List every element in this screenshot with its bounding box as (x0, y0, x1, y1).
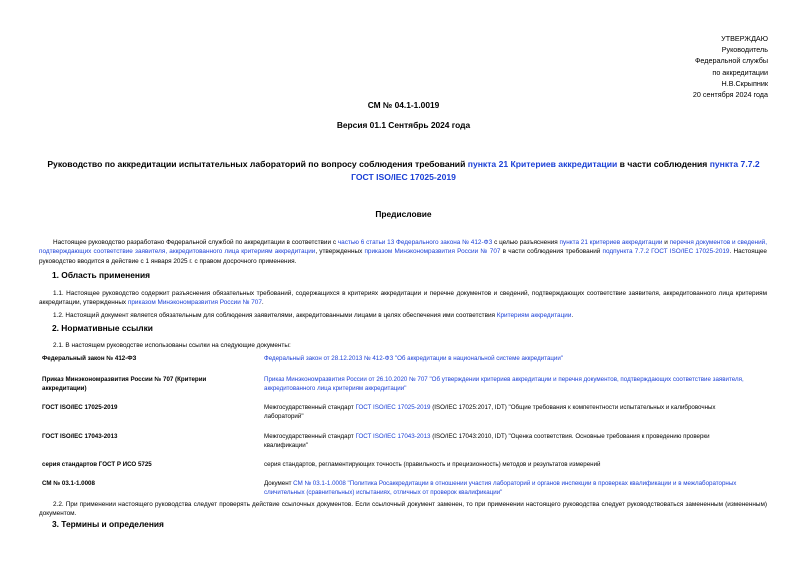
text: . (571, 312, 574, 319)
reference-description (264, 403, 747, 421)
title-link[interactable]: пункта 21 Критериев аккредитации (467, 159, 618, 169)
criteria-link[interactable]: пункта 21 критериев аккредитации (559, 239, 663, 246)
reference-name: ГОСТ ISO/IEC 17025-2019 (42, 404, 118, 411)
title-text: Руководство по аккредитации испытательных лабораторий по вопросу соблюдения требований (47, 159, 468, 169)
reference-name: Приказ Минэкономразвития России № 707 (Критерии аккредитации) (42, 376, 207, 392)
preface-heading: Предисловие (375, 209, 432, 219)
reference-description (264, 354, 747, 363)
text: . (261, 299, 264, 307)
approval-line: Руководитель (721, 45, 768, 55)
text: . Настоящее руководство вводится в действие с 1 января 2025 г. с правом досрочного применения. (39, 248, 767, 265)
reference-name: серия стандартов ГОСТ Р ИСО 5725 (42, 461, 152, 468)
reference-link[interactable]: СМ № 03.1-1.0008 "Политика Росаккредитации в отношении участия лабораторий и органов инспекции в проверках квалификации и в межлабораторных сличительных (сравнительных) испытаниях, отличных от проверок квалификации" (264, 480, 737, 496)
paragraph-1-2 (39, 311, 767, 320)
section-3-heading: 3. Термины и определения (52, 519, 164, 529)
reference-link[interactable]: ГОСТ ISO/IEC 17025-2019 (355, 404, 431, 411)
documents-list-link[interactable]: перечня документов и сведений, подтверждающих соответствие заявителя, аккредитованного лица критериям аккредитации (39, 239, 768, 256)
approval-line: 20 сентября 2024 года (692, 90, 768, 100)
law-link[interactable]: частью 6 статьи 13 Федерального закона № 412-ФЗ (337, 239, 493, 246)
paragraph-1-1 (39, 289, 767, 308)
paragraph-2-2: 2.2. При применении настоящего руководства следует проверять действие ссылочных документов. Если ссылочный документ заменен, то при применении настоящего руководства следует руководствоваться замененным (измененным) документом. (39, 501, 767, 518)
text: серия стандартов, регламентирующих точность (правильность и прецизионность) методов и результатов измерений (264, 461, 601, 468)
text: (ISO/IEC 17043:2010, IDT) "Оценка соответствия. Основные требования к проведению проверки квалификации" (264, 433, 710, 449)
text: с целью разъяснения (492, 239, 560, 246)
text: Межгосударственный стандарт (264, 404, 356, 411)
reference-name: СМ № 03.1-1.0008 (42, 480, 95, 487)
text: 1.2. Настоящий документ является обязательным для соблюдения заявителями, аккредитованными лицами в целях обеспечения ими соответствия (53, 312, 497, 319)
text: Настоящее руководство разработано Федеральной службой по аккредитации в соответствии с (53, 239, 338, 246)
section-1-heading: 1. Область применения (52, 270, 150, 280)
approval-line: Н.В.Скрыпник (721, 78, 768, 88)
approval-line: УТВЕРЖДАЮ (721, 34, 768, 43)
approval-line: Федеральной службы (694, 56, 768, 66)
text: (ISO/IEC 17025:2017, IDT) "Общие требования к компетентности испытательных и калибровочных лабораторий" (264, 404, 716, 420)
reference-link[interactable]: ГОСТ ISO/IEC 17043-2013 (355, 433, 431, 440)
text: , утвержденных (315, 248, 365, 256)
reference-name: Федеральный закон № 412-ФЗ (42, 355, 137, 362)
reference-name: ГОСТ ISO/IEC 17043-2013 (42, 433, 118, 440)
title-text: в части соблюдения (617, 159, 710, 169)
text: Документ (264, 480, 294, 487)
text: 1.1. Настоящее руководство содержит разъяснения обязательных требований, содержащихся в критериях аккредитации и перечне документов и сведений, подтверждающих соответствие заявителя, аккредитованного лица критериям аккредитации, утвержденных (39, 290, 767, 307)
reference-description (264, 460, 747, 469)
reference-description (264, 432, 747, 450)
reference-link[interactable]: Приказ Минэкономразвития России от 26.10.2020 № 707 "Об утверждении критериев аккредитации и перечня документов, подтверждающих соответствие заявителя, аккредитованного лица критериям аккредитации" (264, 376, 744, 392)
order-link[interactable]: приказом Минэкономразвития России № 707 (364, 248, 501, 256)
title-link[interactable]: пункта 7.7.2 ГОСТ ISO/IEC 17025-2019 (351, 159, 760, 182)
order-link[interactable]: приказом Минэкономразвития России № 707 (127, 299, 262, 307)
paragraph-2-1: 2.1. В настоящем руководстве использованы ссылки на следующие документы: (53, 342, 291, 349)
approval-block (693, 33, 768, 100)
text: и (662, 239, 670, 246)
document-version: Версия 01.1 Сентябрь 2024 года (336, 120, 471, 130)
gost-link[interactable]: подпункта 7.7.2 ГОСТ ISO/IEC 17025-2019 (602, 248, 730, 256)
reference-link[interactable]: Федеральный закон от 28.12.2013 № 412-ФЗ "Об аккредитации в национальной системе аккредитации" (264, 355, 564, 362)
reference-description (264, 375, 747, 393)
document-number: СМ № 04.1-1.0019 (367, 100, 440, 110)
approval-line: по аккредитации (712, 67, 768, 77)
text: в части соблюдения требований (500, 248, 603, 256)
document-title (0, 158, 807, 184)
preface-paragraph (39, 238, 767, 266)
reference-description (264, 479, 747, 497)
section-2-heading: 2. Нормативные ссылки (52, 323, 153, 333)
text: Межгосударственный стандарт (264, 433, 356, 440)
criteria-link[interactable]: Критериям аккредитации (496, 312, 572, 319)
